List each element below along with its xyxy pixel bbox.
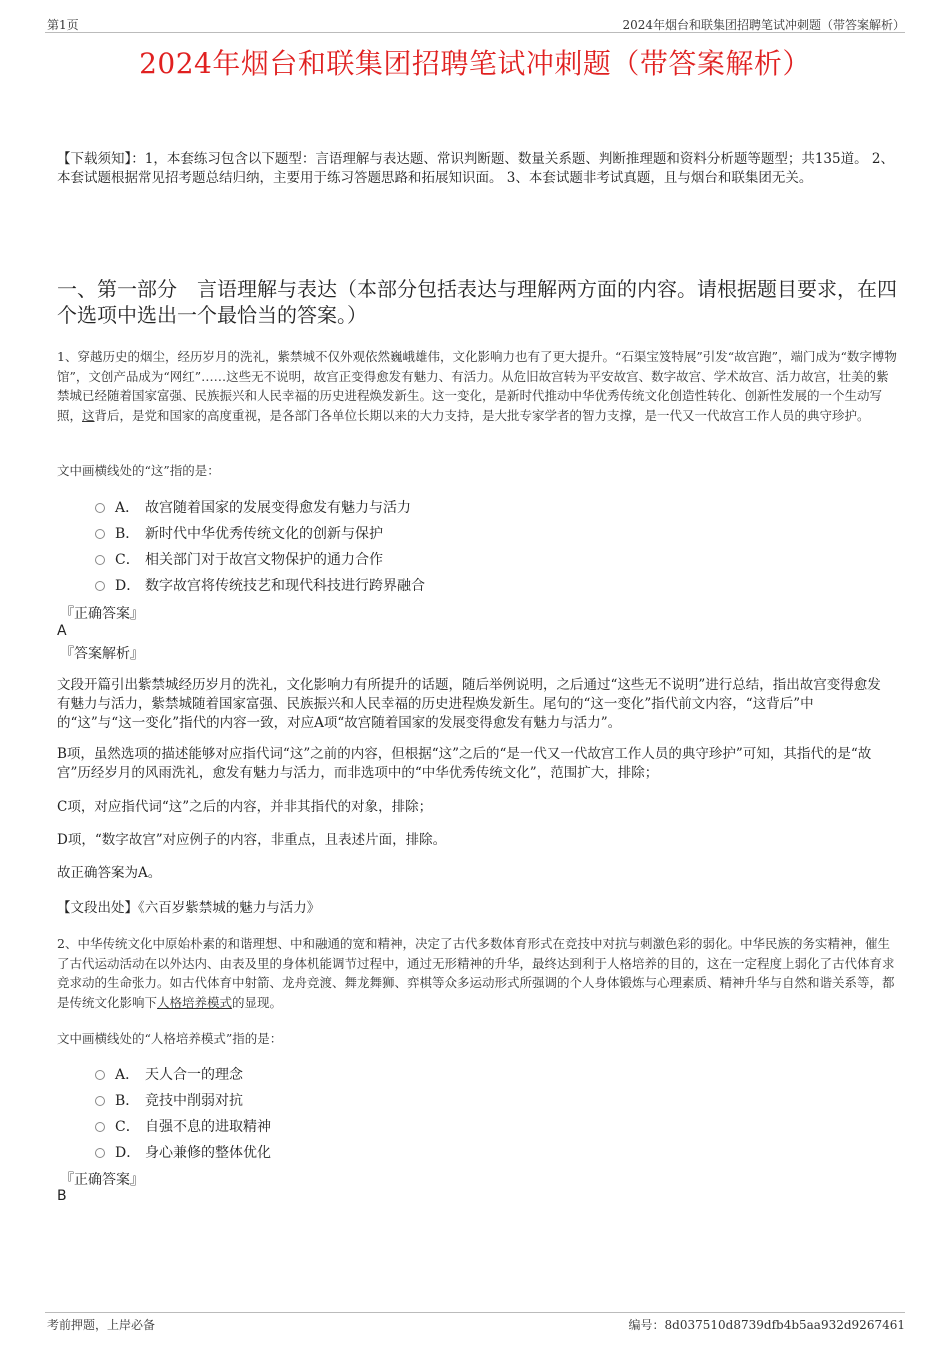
question-1-text: 1、穿越历史的烟尘，经历岁月的洗礼，紫禁城不仅外观依然巍峨雄伟，文化影响力也有了更大提升。“石渠宝笈特展”引发“故宫跑”，端门成为“数字博物馆”，文创产品成为“网红”……这些无不说明，故宫正变得愈发有魅力、有活力。从危旧故宫转为平安故宫、数字故宫、学术故宫、活力故宫，壮美的紫禁城已经随着国家富强、民族振兴和人民幸福的历史进程焕发新生。这一变化，是新时代推动中华优秀传统文化创造性转化、创新性发展的一个生动写照，这背后，是党和国家的高度重视，是各部门各单位长期以来的大力支持，是大批专家学者的智力支撑，是一代又一代故宫工作人员的典守珍护。 [57, 349, 897, 423]
q1-analysis-label: 『答案解析』 [60, 646, 144, 662]
document-title: 2024年烟台和联集团招聘笔试冲刺题（带答案解析） [139, 47, 811, 80]
q2-option-d[interactable]: D． 身心兼修的整体优化 [95, 1142, 271, 1162]
underlined-word: 这 [82, 407, 95, 423]
radio-icon[interactable] [95, 1096, 105, 1106]
question-1-prompt: 文中画横线处的“这”指的是： [57, 463, 220, 478]
radio-icon[interactable] [95, 581, 105, 591]
radio-icon[interactable] [95, 503, 105, 513]
q1-analysis-paragraph: D项，“数字故宫”对应例子的内容，非重点，且表述片面，排除。 [57, 832, 447, 848]
q1-option-d[interactable]: D． 数字故宫将传统技艺和现代科技进行跨界融合 [95, 575, 425, 595]
q1-option-c[interactable]: C． 相关部门对于故宫文物保护的通力合作 [95, 549, 383, 569]
q1-analysis-paragraph: 文段开篇引出紫禁城经历岁月的洗礼，文化影响力有所提升的话题，随后举例说明，之后通过“这些无不说明”进行总结，指出故宫变得愈发有魅力与活力，紫禁城随着国家富强、民族振兴和人民幸福的历史进程焕发新生。尾句的“这一变化”指代前文内容，“这背后”中的“这”与“这一变化”指代的内容一致，对应A项“故宫随着国家的发展变得愈发有魅力与活力”。 [57, 677, 881, 731]
radio-icon[interactable] [95, 555, 105, 565]
q1-option-b[interactable]: B． 新时代中华优秀传统文化的创新与保护 [95, 523, 383, 543]
q1-analysis-paragraph: C项，对应指代词“这”之后的内容，并非其指代的对象，排除； [57, 799, 433, 815]
header-doc-title: 2024年烟台和联集团招聘笔试冲刺题（带答案解析） [622, 18, 905, 32]
underlined-phrase: 人格培养模式 [157, 994, 233, 1010]
radio-icon[interactable] [95, 529, 105, 539]
q1-source: 【文段出处】《六百岁紫禁城的魅力与活力》 [57, 900, 321, 916]
section-heading: 一、第一部分 言语理解与表达（本部分包括表达与理解两方面的内容。请根据题目要求，在四个选项中选出一个最恰当的答案。） [57, 277, 897, 327]
download-notice: 【下载须知】：1，本套练习包含以下题型：言语理解与表达题、常识判断题、数量关系题、判断推理题和资料分析题等题型；共135道。 2、本套试题根据常见招考题总结归纳，主要用于练习答题思路和拓展知识面。 3、本套试题非考试真题，且与烟台和联集团无关。 [57, 151, 894, 186]
q2-answer: B [57, 1188, 67, 1204]
radio-icon[interactable] [95, 1148, 105, 1158]
radio-icon[interactable] [95, 1122, 105, 1132]
radio-icon[interactable] [95, 1070, 105, 1080]
q1-answer-label: 『正确答案』 [60, 606, 144, 622]
page-footer [45, 1312, 905, 1332]
q1-option-a[interactable]: A． 故宫随着国家的发展变得愈发有魅力与活力 [95, 497, 411, 517]
q2-option-c[interactable]: C． 自强不息的进取精神 [95, 1116, 271, 1136]
q1-analysis-conclusion: 故正确答案为A。 [57, 865, 162, 881]
question-2-prompt: 文中画横线处的“人格培养模式”指的是： [57, 1031, 283, 1046]
q2-answer-label: 『正确答案』 [60, 1172, 144, 1188]
page-number: 第1页 [47, 18, 79, 32]
q2-option-b[interactable]: B． 竞技中削弱对抗 [95, 1090, 243, 1110]
question-2-text: 2、中华传统文化中原始朴素的和谐理想、中和融通的宽和精神，决定了古代多数体育形式在竞技中对抗与刺激色彩的弱化。中华民族的务实精神，催生了古代运动活动在以外达内、由表及里的身体机能调节过程中，通过无形精神的升华，最终达到利于人格培养的目的，这在一定程度上弱化了古代体育求竞求动的生命张力。如古代体育中射箭、龙舟竞渡、舞龙舞狮、弈棋等众多运动形式所强调的个人身体锻炼与心理素质、精神升华与自然和谐关系等，都是传统文化影响下人格培养模式的显现。 [57, 936, 895, 1010]
q1-analysis-paragraph: B项，虽然选项的描述能够对应指代词“这”之前的内容，但根据“这”之后的“是一代又一代故宫工作人员的典守珍护”可知，其指代的是“故宫”历经岁月的风雨洗礼，愈发有魅力与活力，而非选项中的“中华优秀传统文化”，范围扩大，排除； [57, 746, 872, 781]
q1-answer: A [57, 623, 67, 639]
q2-option-a[interactable]: A． 天人合一的理念 [95, 1064, 243, 1084]
footer-document-id: 编号：8d037510d8739dfb4b5aa932d9267461 [628, 1318, 905, 1332]
page-header [45, 14, 905, 33]
footer-slogan: 考前押题，上岸必备 [47, 1318, 156, 1332]
